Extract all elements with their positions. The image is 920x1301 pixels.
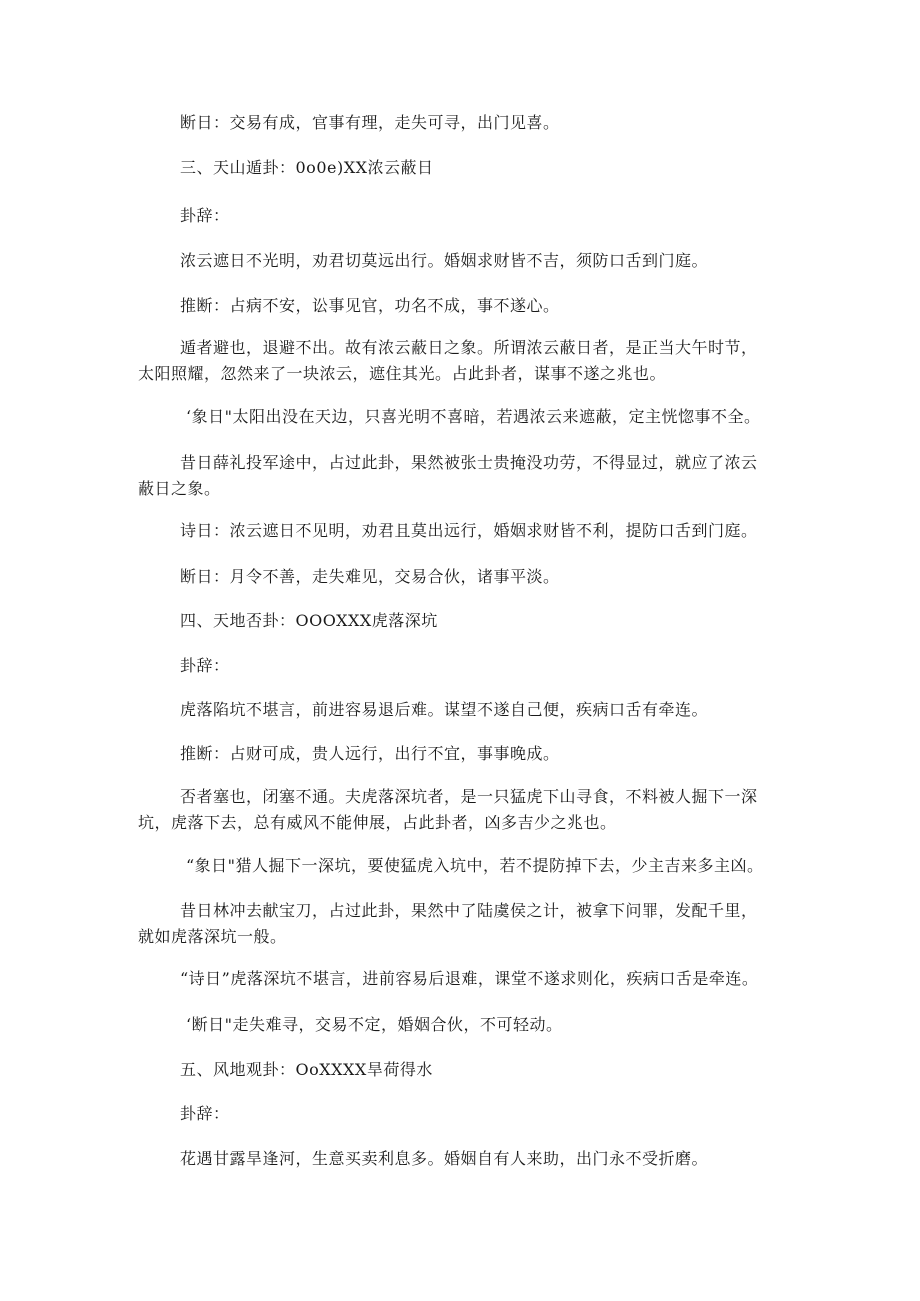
judgement-line: 断日：月令不善，走失难见，交易合伙，诸事平淡。	[180, 567, 560, 586]
inference-line: 推断：占病不安，讼事见官，功名不成，事不遂心。	[180, 296, 560, 315]
hexagram-verse: 浓云遮日不光明，劝君切莫远出行。婚姻求财皆不吉，须防口舌到门庭。	[180, 251, 709, 270]
paragraph-line: 昔日薛礼投军途中，占过此卦，果然被张士贵掩没功劳，不得显过，就应了浓云	[180, 453, 758, 472]
paragraph-line: 昔日林冲去献宝刀，占过此卦，果然中了陆虞侯之计，被拿下问罪，发配千里，	[180, 901, 758, 920]
image-verse: “象日"猎人掘下一深坑，要使猛虎入坑中，若不提防掉下去，少主吉来多主凶。	[186, 856, 764, 875]
image-verse: ‘象日"太阳出没在天边，只喜光明不喜暗，若遇浓云来遮蔽，定主恍惚事不全。	[186, 407, 761, 426]
hexagram-verse-label: 卦辞：	[180, 206, 230, 225]
paragraph-line: 遁者避也，退避不出。故有浓云蔽日之象。所谓浓云蔽日者，是正当大午时节，	[180, 338, 758, 357]
hexagram-heading: 五、风地观卦：OoXXXX旱荷得水	[180, 1060, 433, 1079]
poem-line: “诗日”虎落深坑不堪言，进前容易后退难，课堂不遂求则化，疾病口舌是牵连。	[180, 969, 759, 988]
explanation-paragraph	[138, 335, 758, 387]
paragraph-line: 就如虎落深坑一般。	[138, 927, 287, 946]
hexagram-heading: 三、天山遁卦：0o0e)XX浓云蔽日	[180, 158, 434, 177]
hexagram-verse-label: 卦辞：	[180, 1104, 230, 1123]
judgement-line: 断日：交易有成，官事有理，走失可寻，出门见喜。	[180, 113, 560, 132]
hexagram-heading: 四、天地否卦：OOOXXX虎落深坑	[180, 611, 438, 630]
paragraph-line: 否者塞也，闭塞不通。夫虎落深坑者，是一只猛虎下山寻食，不料被人掘下一深	[180, 787, 758, 806]
story-paragraph	[138, 450, 758, 502]
poem-line: 诗日：浓云遮日不见明，劝君且莫出远行，婚姻求财皆不利，提防口舌到门庭。	[180, 521, 758, 540]
paragraph-line: 蔽日之象。	[138, 479, 221, 498]
hexagram-verse-label: 卦辞：	[180, 656, 230, 675]
story-paragraph	[138, 898, 758, 950]
hexagram-verse: 虎落陷坑不堪言，前进容易退后难。谋望不遂自己便，疾病口舌有牵连。	[180, 700, 709, 719]
hexagram-verse: 花遇甘露旱逢河，生意买卖利息多。婚姻自有人来助，出门永不受折磨。	[180, 1149, 709, 1168]
judgement-line: ‘断日"走失难寻，交易不定，婚姻合伙，不可轻动。	[186, 1015, 563, 1034]
explanation-paragraph	[138, 784, 758, 836]
inference-line: 推断：占财可成，贵人远行，出行不宜，事事晚成。	[180, 744, 560, 763]
paragraph-line: 太阳照耀，忽然来了一块浓云，遮住其光。占此卦者，谋事不遂之兆也。	[138, 364, 667, 383]
paragraph-line: 坑，虎落下去，总有威风不能伸展，占此卦者，凶多吉少之兆也。	[138, 813, 617, 832]
